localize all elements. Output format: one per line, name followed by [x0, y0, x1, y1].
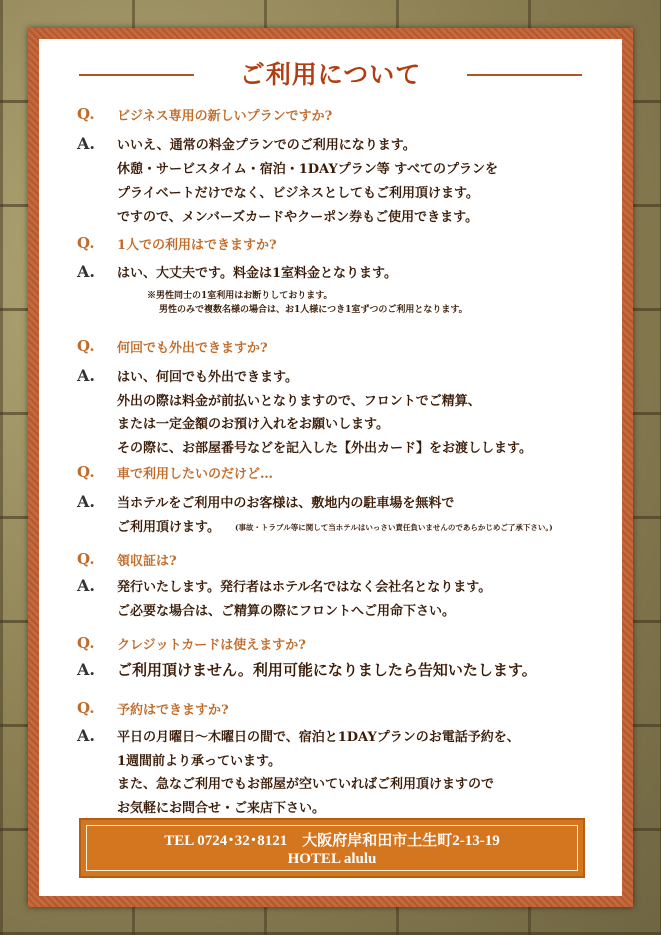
q-mark: Q. — [77, 105, 95, 123]
q-mark: Q. — [77, 337, 95, 355]
question-text: ビジネス専用の新しいプランですか? — [117, 109, 333, 124]
q-mark: Q. — [77, 550, 95, 568]
answer-line: プライベートだけでなく、ビジネスとしてもご利用頂けます。 — [117, 186, 479, 201]
answer-line: 当ホテルをご利用中のお客様は、敷地内の駐車場を無料で — [117, 496, 455, 511]
answer-disclaimer: (事故・トラブル等に関して当ホテルはいっさい責任負いませんのであらかじめご了承下さい。) — [235, 523, 553, 532]
a-mark: A. — [77, 660, 95, 679]
answer-line: また、急なご利用でもお部屋が空いていればご利用頂けますので — [117, 777, 495, 792]
answer-line: ご利用頂けます。 — [117, 520, 220, 535]
question-text: 予約はできますか? — [117, 703, 229, 718]
a-mark: A. — [77, 492, 95, 511]
answer-line: 休憩・サービスタイム・宿泊・1DAYプラン等 すべてのプランを — [117, 162, 499, 177]
answer-line: 外出の際は料金が前払いとなりますので、フロントでご精算、 — [117, 394, 481, 409]
q-mark: Q. — [77, 634, 95, 652]
a-mark: A. — [77, 366, 95, 385]
footer-hotel-name: HOTEL alulu — [287, 851, 377, 867]
contact-footer — [79, 818, 585, 878]
a-mark: A. — [77, 134, 95, 153]
q-mark: Q. — [77, 699, 95, 717]
answer-line: はい、何回でも外出できます。 — [117, 370, 298, 385]
a-mark: A. — [77, 726, 95, 745]
footer-contact-line: TEL 0724･32･8121 大阪府岸和田市土生町2-13-19 — [164, 833, 500, 849]
question-text: 領収証は? — [117, 554, 177, 569]
answer-line: 発行いたします。発行者はホテル名ではなく会社名となります。 — [117, 580, 492, 595]
answer-line: 平日の月曜日〜木曜日の間で、宿泊と1DAYプランのお電話予約を、 — [117, 730, 520, 745]
page-title: ご利用について — [239, 60, 422, 89]
a-mark: A. — [77, 262, 95, 281]
question-text: 車で利用したいのだけど… — [117, 467, 274, 482]
question-text: 何回でも外出できますか? — [117, 341, 268, 356]
answer-note: ※男性同士の1室利用はお断りしております。 — [147, 291, 333, 301]
answer-line: ご利用頂けません。利用可能になりましたら告知いたします。 — [117, 661, 537, 679]
a-mark: A. — [77, 576, 95, 595]
question-row — [39, 105, 622, 125]
answer-line: お気軽にお問合せ・ご来店下さい。 — [117, 801, 326, 816]
faq-panel — [39, 39, 622, 896]
question-text: クレジットカードは使えますか? — [117, 638, 306, 653]
title-rule-left — [79, 74, 194, 76]
answer-note: 男性のみで複数名様の場合は、お1人様につき1室ずつのご利用となります。 — [159, 305, 468, 315]
answer-line: ですので、メンバーズカードやクーポン券もご使用できます。 — [117, 210, 479, 225]
answer-line: または一定金額のお預け入れをお願いします。 — [117, 417, 389, 432]
answer-line: ご必要な場合は、ご精算の際にフロントへご用命下さい。 — [117, 604, 456, 619]
answer-line: はい、大丈夫です。料金は1室料金となります。 — [117, 266, 397, 281]
title-row — [39, 57, 622, 93]
question-text: 1人での利用はできますか? — [117, 238, 277, 253]
answer-line: いいえ、通常の料金プランでのご利用になります。 — [117, 138, 416, 153]
q-mark: Q. — [77, 463, 95, 481]
q-mark: Q. — [77, 234, 95, 252]
title-rule-right — [467, 74, 582, 76]
answer-line: 1週間前より承っています。 — [117, 754, 282, 769]
answer-line: その際に、お部屋番号などを記入した【外出カード】をお渡しします。 — [117, 441, 532, 456]
